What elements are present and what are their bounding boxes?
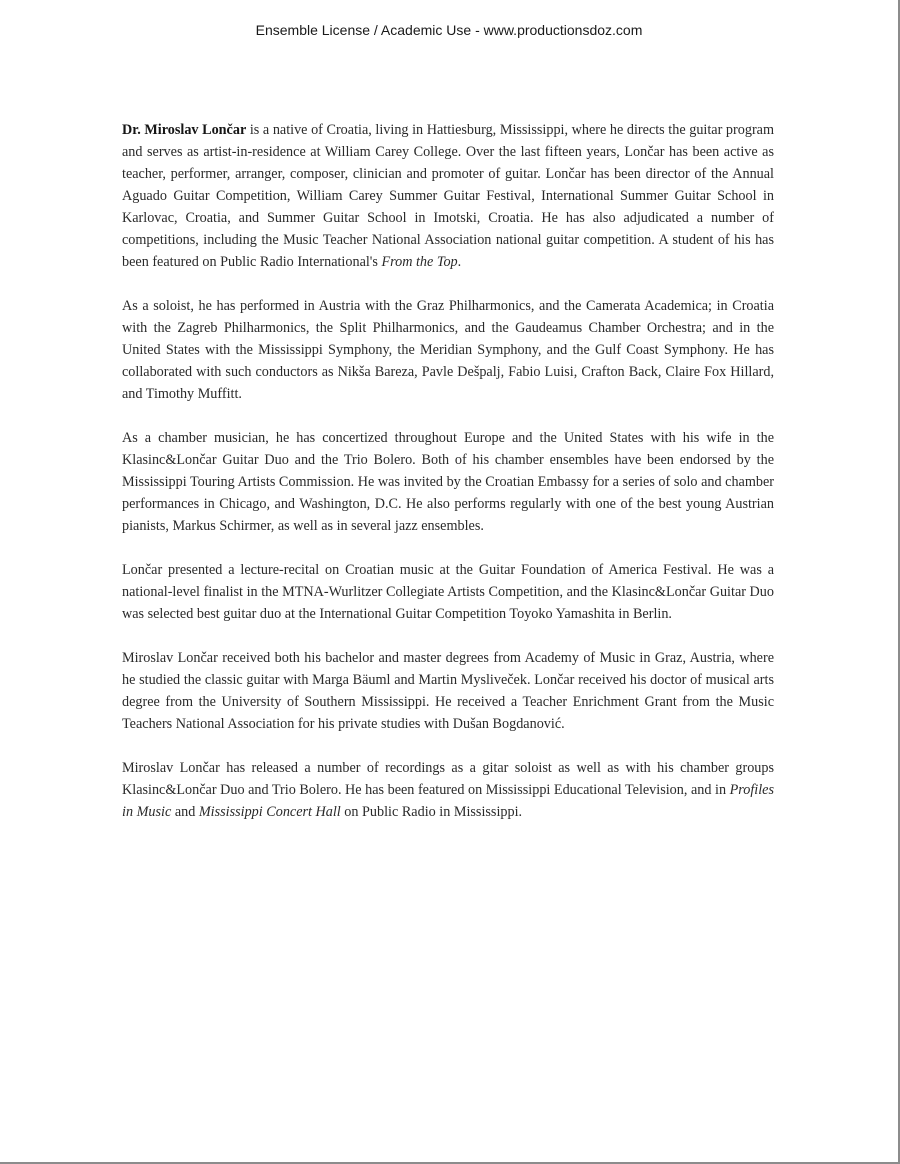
bio-paragraph-3: As a chamber musician, he has concertized throughout Europe and the United States with his wife in the Klasinc&Lončar Guitar Duo and the Trio Bolero. Both of his chamber ensembles have been endorsed by the Mississippi Touring Artists Commission. He was invited by the Croatian Embassy for a series of solo and chamber performances in Chicago, and Washington, D.C. He also performs regularly with one of the best young Austrian pianists, Markus Schirmer, as well as in several jazz ensembles.	[122, 430, 774, 534]
bio-paragraph-6-text-1: Miroslav Lončar has released a number of recordings as a gitar soloist as well as with his chamber groups Klasinc&Lončar Duo and Trio Bolero. He has been featured on Mississippi Educational Television, and in	[122, 760, 774, 798]
bio-paragraph-6	[122, 757, 774, 823]
bio-paragraph-6-text-2: and	[171, 804, 199, 820]
bio-paragraph-1-end: .	[457, 254, 462, 270]
bio-from-the-top: From the Top	[381, 254, 458, 270]
bio-paragraph-1-text: is a native of Croatia, living in Hattiesburg, Mississippi, where he directs the guitar program and serves as artist-in-residence at William Carey College. Over the last fifteen years, Lončar has been active as teacher, performer, arranger, composer, clinician and promoter of guitar. Lončar has been director of the Annual Aguado Guitar Competition, William Carey Summer Guitar Festival, International Summer Guitar School in Karlovac, Croatia, and Summer Guitar School in Imotski, Croatia. He has also adjudicated a number of competitions, including the Music Teacher National Association national guitar competition. A student of his has been featured on Public Radio International's	[122, 122, 774, 270]
bio-paragraph-2: As a soloist, he has performed in Austria with the Graz Philharmonics, and the Camerata Academica; in Croatia with the Zagreb Philharmonics, the Split Philharmonics, and the Gaudeamus Chamber Orchestra; and in the United States with the Mississippi Symphony, the Meridian Symphony, and the Gulf Coast Symphony. He has collaborated with such conductors as Nikša Bareza, Pavle Dešpalj, Fabio Luisi, Crafton Back, Claire Fox Hillard, and Timothy Muffitt.	[122, 298, 774, 402]
biography	[122, 119, 774, 845]
bio-name: Dr. Miroslav Lončar	[122, 122, 247, 138]
bio-mississippi-concert-hall: Mississippi Concert Hall	[198, 804, 341, 820]
bio-paragraph-4: Lončar presented a lecture-recital on Croatian music at the Guitar Foundation of America Festival. He was a national-level finalist in the MTNA-Wurlitzer Collegiate Artists Competition, and the Klasinc&Lončar Guitar Duo was selected best guitar duo at the International Guitar Competition Toyoko Yamashita in Berlin.	[122, 562, 774, 622]
bio-paragraph-1	[122, 119, 774, 273]
license-header: Ensemble License / Academic Use - www.productionsdoz.com	[255, 22, 643, 38]
bio-paragraph-6-text-3: on Public Radio in Mississippi.	[340, 804, 523, 820]
bio-paragraph-5: Miroslav Lončar received both his bachelor and master degrees from Academy of Music in Graz, Austria, where he studied the classic guitar with Marga Bäuml and Martin Mysliveček. Lončar received his doctor of musical arts degree from the University of Southern Mississippi. He received a Teacher Enrichment Grant from the Music Teachers National Association for his private studies with Dušan Bogdanović.	[122, 650, 774, 732]
bio-profiles-in-music: Profiles in Music	[122, 782, 774, 820]
